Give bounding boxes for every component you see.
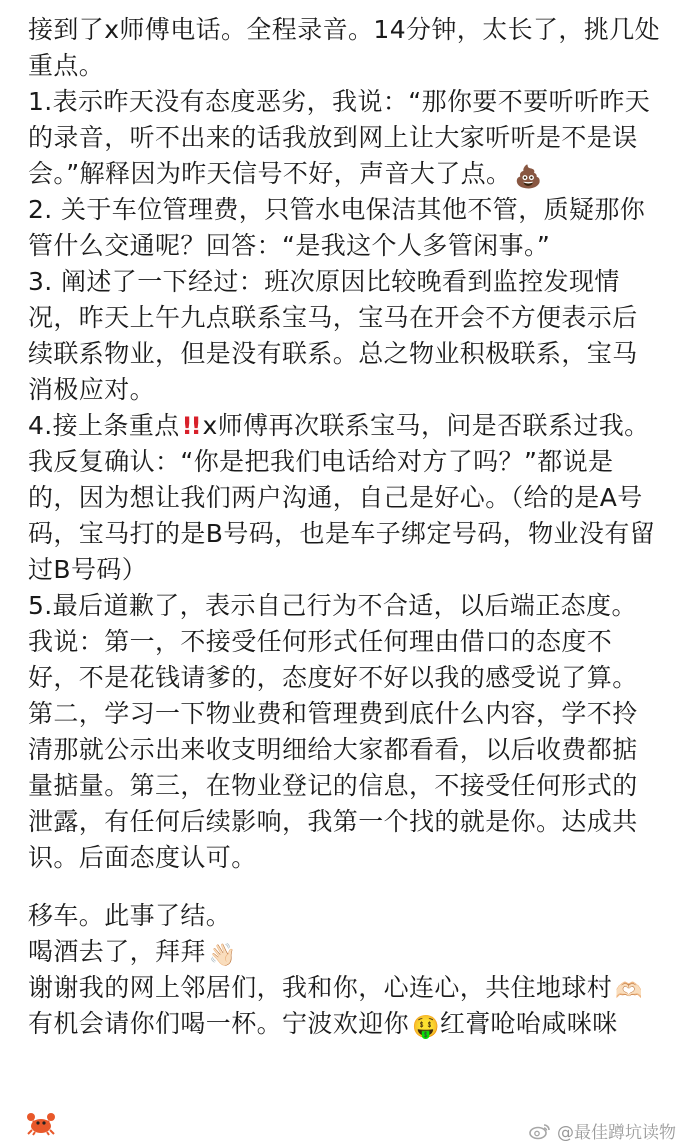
thanks-text: 谢谢我的网上邻居们，我和你，心连心，共住地球村 bbox=[28, 973, 613, 1002]
watermark-text: @最佳蹲坑读物 bbox=[557, 1123, 676, 1143]
weibo-watermark bbox=[529, 1118, 676, 1143]
point-3-text: 3. 阐述了一下经过：班次原因比较晚看到监控发现情况，昨天上午九点联系宝马，宝马在开会不方便表示后续联系物业，但是没有联系。总之物业积极联系，宝马消极应对。 bbox=[28, 267, 638, 404]
my-terms-text: 我说：第一，不接受任何形式任何理由借口的态度不好，不是花钱请爹的，态度好不好以我的感受说了算。第二，学习一下物业费和管理费到底什么内容，学不拎清那就公示出来收支明细给大家都看看，以后收费都掂量掂量。第三，在物业登记的信息，不接受任何形式的泄露，有任何后续影响，我第一个找的就是你。达成共识。后面态度认可。 bbox=[28, 627, 638, 872]
poop-emoji-icon: 💩 bbox=[514, 165, 543, 190]
paragraph-thanks bbox=[28, 970, 662, 1006]
paragraph-resolved bbox=[28, 898, 662, 934]
resolved-text: 移车。此事了结。 bbox=[28, 901, 232, 930]
intro-text: 接到了x师傅电话。全程录音。14分钟，太长了，挑几处重点。 bbox=[28, 15, 661, 80]
heart-hands-icon: 🫶🏻 bbox=[615, 979, 643, 1004]
weibo-logo-icon bbox=[529, 1122, 551, 1140]
paragraph-point-5 bbox=[28, 588, 662, 624]
invite-text: 有机会请你们喝一杯。宁波欢迎你 bbox=[28, 1009, 410, 1038]
paragraph-bye bbox=[28, 934, 662, 970]
double-exclamation-icon: !! bbox=[181, 412, 200, 440]
point-1-text: 1.表示昨天没有态度恶劣，我说：“那你要不要听听昨天的录音，听不出来的话我放到网上让大家听听是不是误会。”解释因为昨天信号不好，声音大了点。 bbox=[28, 87, 651, 188]
point-4-lead: 4.接上条重点 bbox=[28, 411, 180, 440]
paragraph-intro bbox=[28, 12, 662, 84]
bye-text: 喝酒去了，拜拜 bbox=[28, 937, 206, 966]
point-5-text: 5.最后道歉了，表示自己行为不合适，以后端正态度。 bbox=[28, 591, 637, 620]
point-4-text: x师傅再次联系宝马，问是否联系过我。我反复确认：“你是把我们电话给对方了吗？”都说是的，因为想让我们两户沟通，自己是好心。（给的是A号码，宝马打的是B号码，也是车子绑定号码，物业没有留过B号码） bbox=[28, 411, 656, 584]
paragraph-point-1 bbox=[28, 84, 662, 192]
paragraph-point-2 bbox=[28, 192, 662, 264]
paragraph-point-3 bbox=[28, 264, 662, 408]
paragraph-point-4 bbox=[28, 408, 662, 588]
crab-icon bbox=[26, 1110, 56, 1136]
money-face-icon: 🤑 bbox=[412, 1015, 440, 1040]
invite-tail-text: 红膏呛咍咸咪咪 bbox=[439, 1009, 618, 1038]
paragraph-my-terms bbox=[28, 624, 662, 876]
paragraph-invite bbox=[28, 1006, 662, 1042]
waving-hand-icon: 👋🏻 bbox=[208, 943, 237, 968]
point-2-text: 2. 关于车位管理费，只管水电保洁其他不管，质疑那你管什么交通呢？回答：“是我这个人多管闲事。” bbox=[28, 195, 646, 260]
